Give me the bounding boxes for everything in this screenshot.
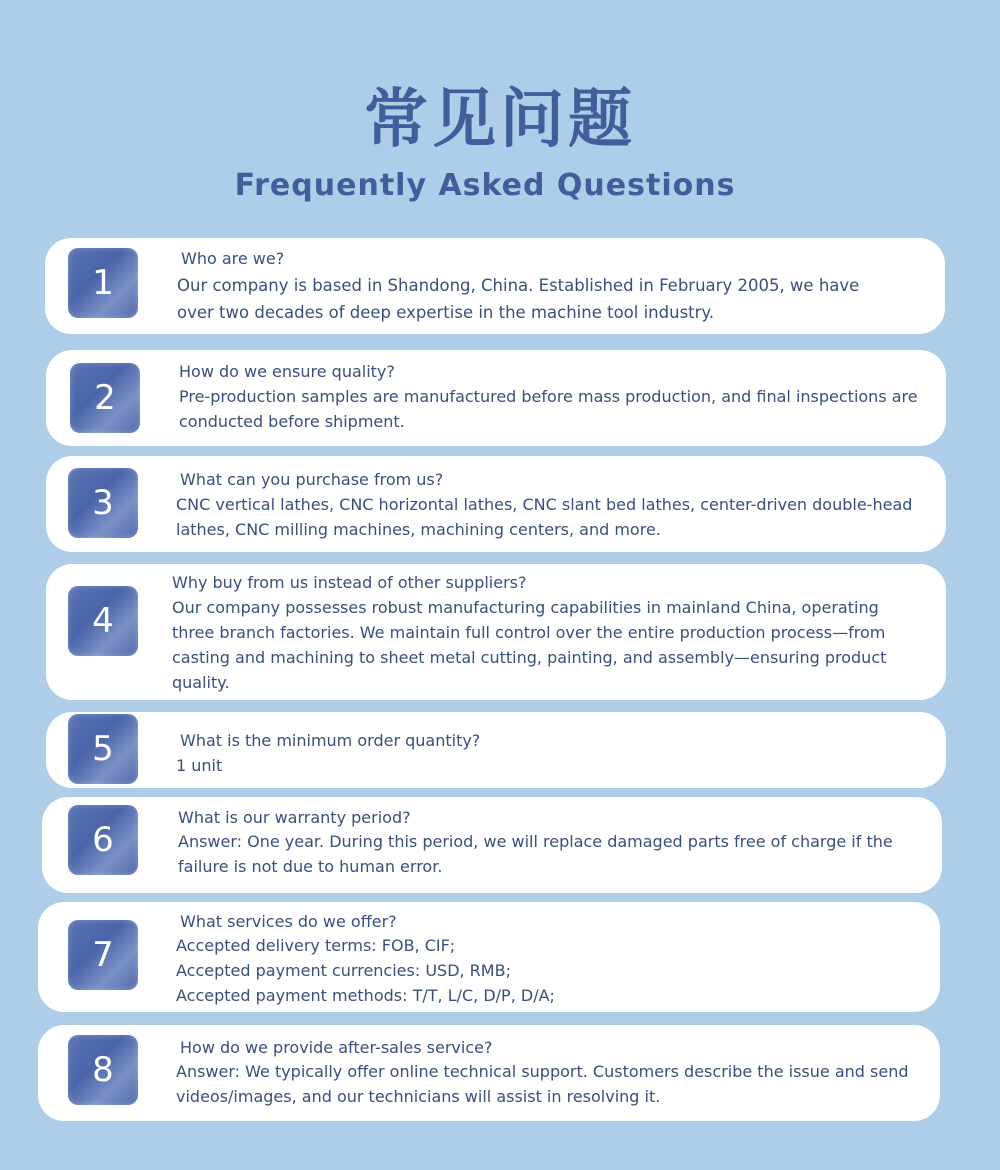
faq-number-badge: 1 [68, 248, 138, 318]
faq-number-badge: 7 [68, 920, 138, 990]
faq-number-badge: 3 [68, 468, 138, 538]
faq-answer-line: Accepted delivery terms: FOB, CIF; [176, 936, 456, 955]
faq-question: What is our warranty period? [178, 808, 411, 827]
faq-number-badge: 8 [68, 1035, 138, 1105]
faq-card-1 [45, 238, 945, 334]
faq-answer: 1 unit [176, 756, 223, 775]
faq-answer: Pre-production samples are manufactured before mass production, and final inspections are conducted before shipment. [179, 387, 918, 431]
faq-answer: Our company is based in Shandong, China. Established in February 2005, we have over two decades of deep expertise in the machine tool industry. [177, 276, 860, 322]
faq-number-badge: 5 [68, 714, 138, 784]
faq-card-6 [42, 797, 942, 893]
faq-question: How do we provide after-sales service? [180, 1038, 493, 1057]
faq-card-5 [46, 712, 946, 788]
faq-question: What can you purchase from us? [180, 470, 444, 489]
faq-question: How do we ensure quality? [179, 362, 395, 381]
faq-answer-line: Accepted payment currencies: USD, RMB; [176, 961, 511, 980]
faq-card-3 [46, 456, 946, 552]
faq-question: What is the minimum order quantity? [180, 731, 481, 750]
faq-question: Why buy from us instead of other suppliers? [172, 573, 527, 592]
faq-answer: Answer: We typically offer online technical support. Customers describe the issue and send videos/images, and our technicians will assist in resolving it. [176, 1062, 909, 1106]
faq-number-badge: 6 [68, 805, 138, 875]
faq-answer-line: Accepted payment methods: T/T, L/C, D/P, D/A; [176, 986, 555, 1005]
page-title: Frequently Asked Questions [234, 168, 736, 203]
faq-card-7 [38, 902, 940, 1012]
faq-number-badge: 2 [70, 363, 140, 433]
faq-question: What services do we offer? [180, 912, 397, 931]
page-title-chinese: 常见问题 [364, 83, 636, 157]
faq-answer: Our company possesses robust manufacturing capabilities in mainland China, operating three branch factories. We maintain full control over the entire production process—from casting and machining to sheet metal cutting, painting, and assembly—ensuring product quality. [172, 598, 887, 692]
faq-number-badge: 4 [68, 586, 138, 656]
faq-answer: Answer: One year. During this period, we will replace damaged parts free of charge if the failure is not due to human error. [178, 832, 893, 876]
faq-answer: CNC vertical lathes, CNC horizontal lathes, CNC slant bed lathes, center-driven double-head lathes, CNC milling machines, machining centers, and more. [176, 495, 913, 539]
faq-card-2 [46, 350, 946, 446]
faq-card-8 [38, 1025, 940, 1121]
faq-card-4 [46, 564, 946, 700]
faq-question: Who are we? [181, 249, 285, 268]
